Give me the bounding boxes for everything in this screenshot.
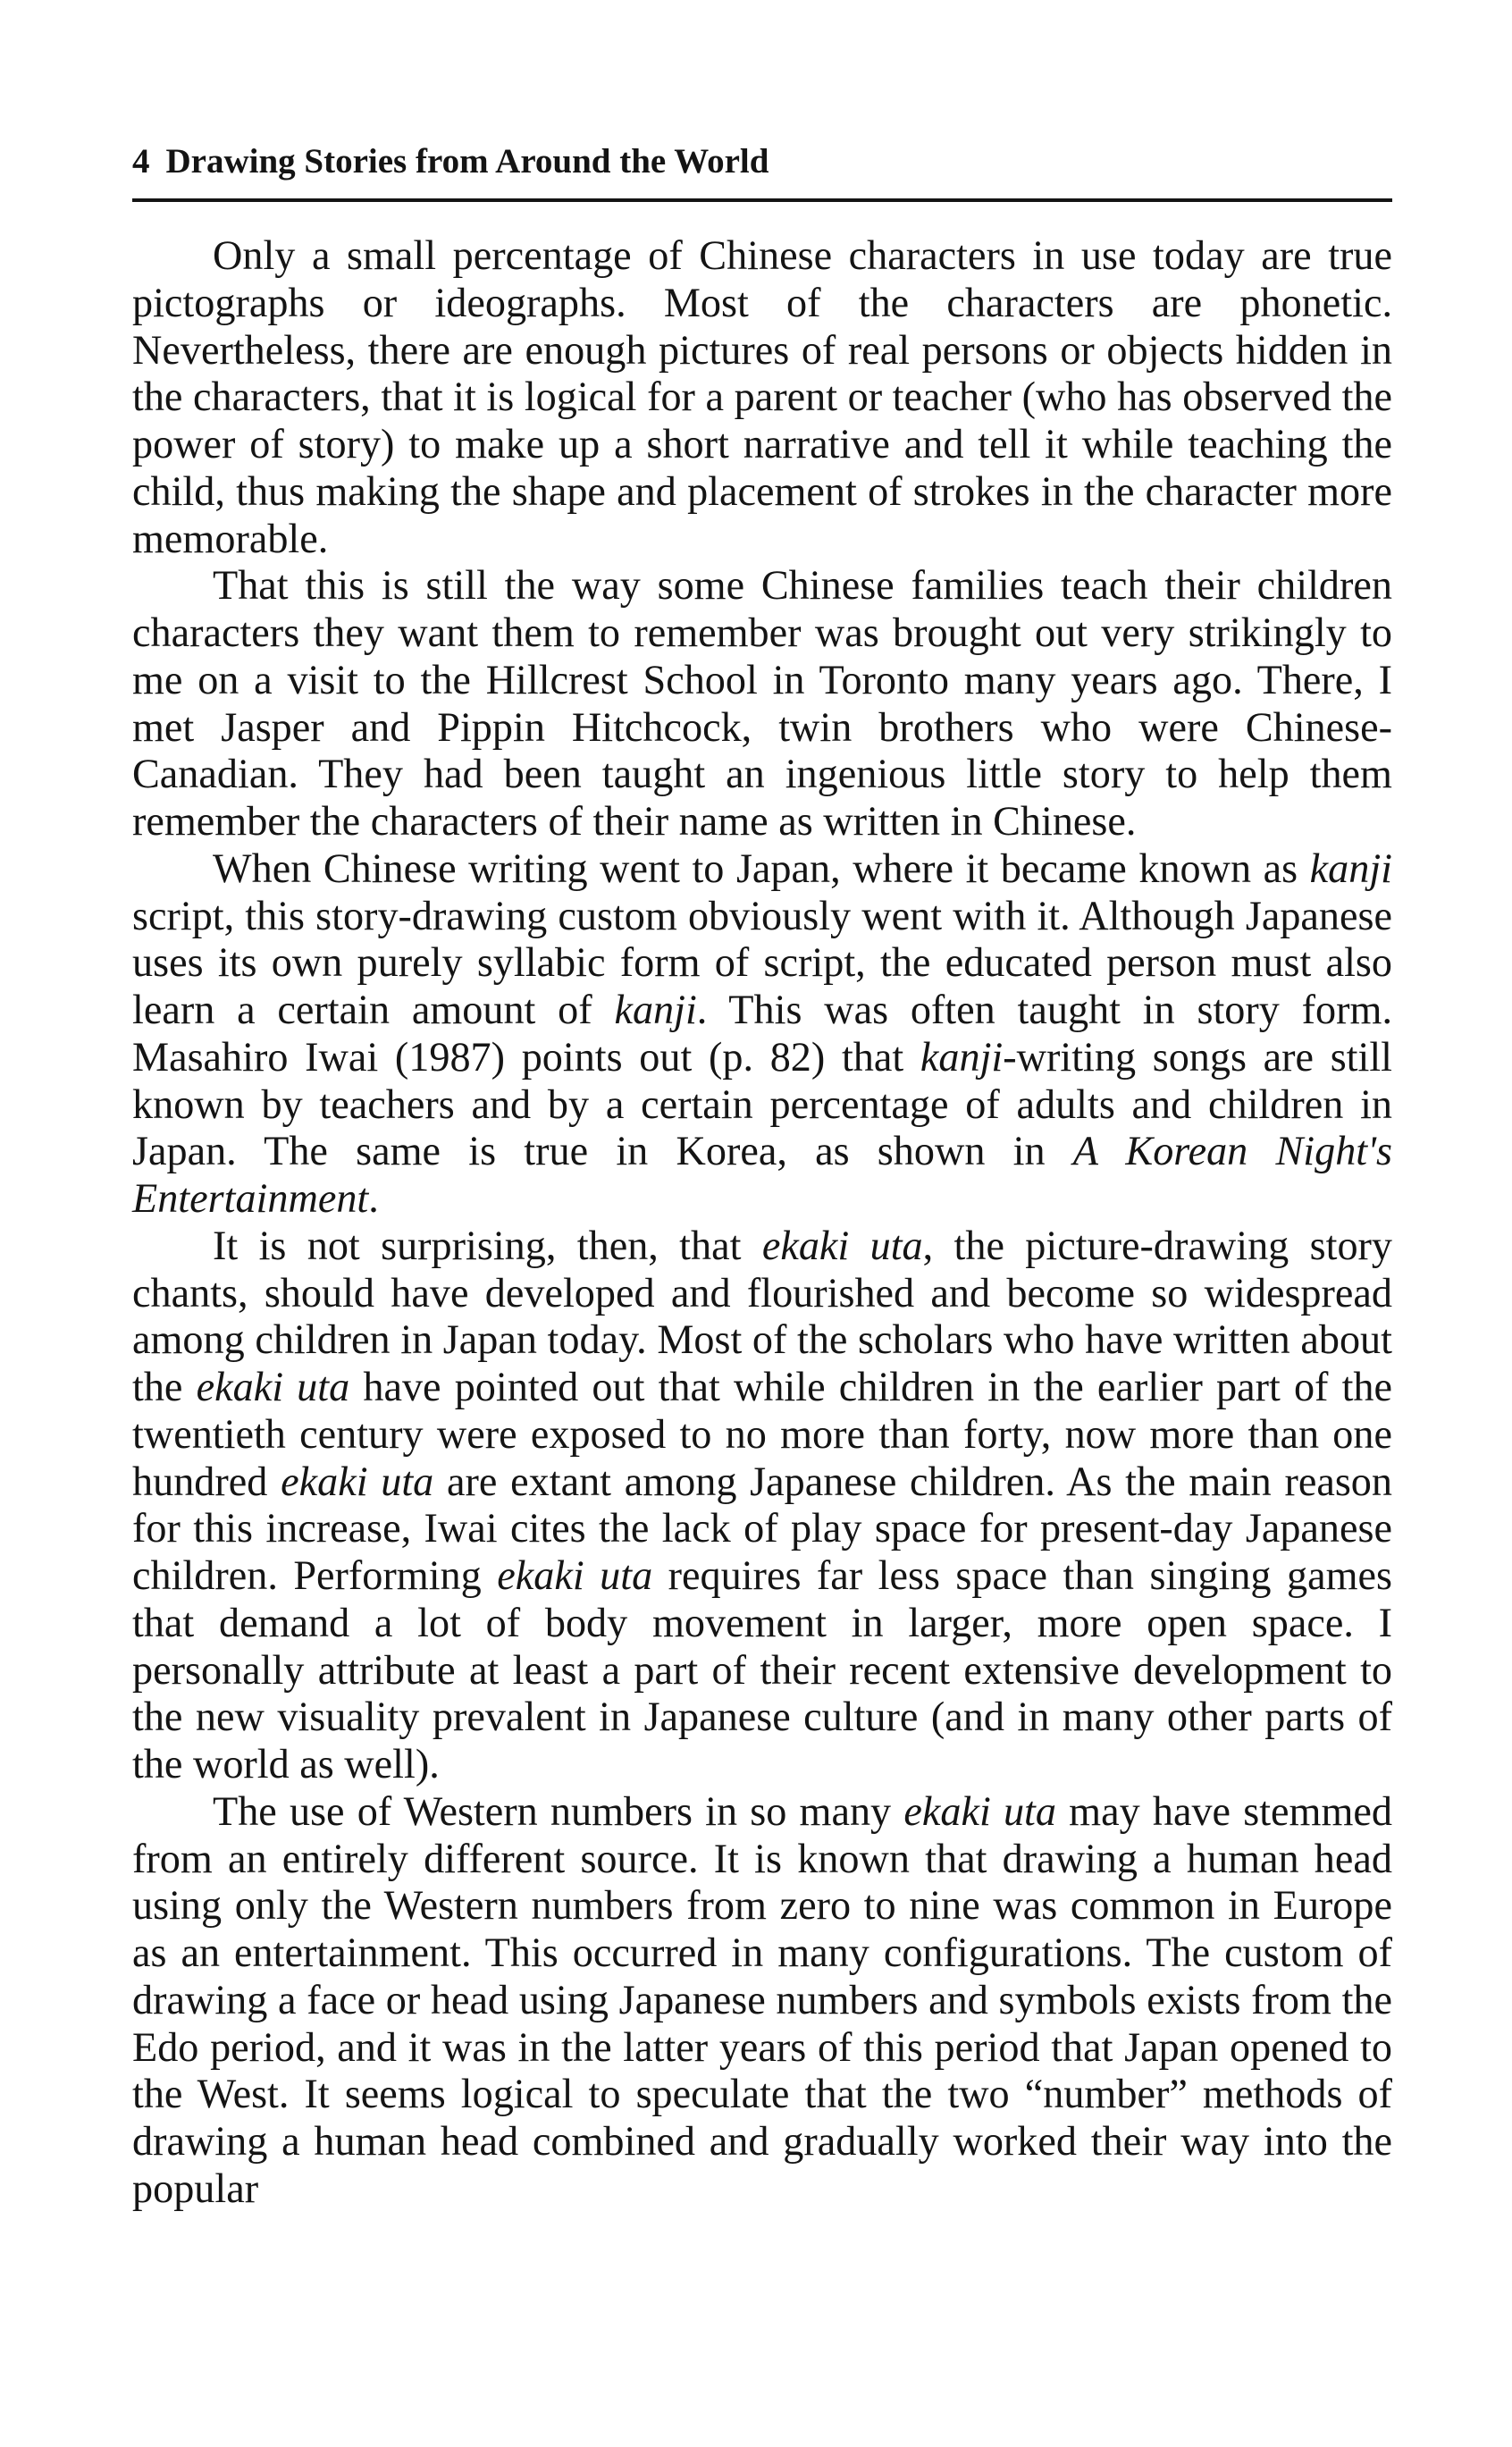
italic-run: ekaki uta — [497, 1552, 653, 1598]
italic-run: kanji — [1309, 845, 1392, 891]
italic-run: A Korean Night's Entertainment — [132, 1128, 1392, 1221]
body-text — [132, 232, 1392, 2213]
text-run: are extant among Japanese children. As the main reason for this increase, Iwai cites the lack of play space for present-day Japanese children. Performing — [132, 1458, 1392, 1598]
paragraph — [132, 1788, 1392, 2213]
text-run: script, this story-drawing custom obviously went with it. Although Japanese uses its own purely syllabic form of script, the educated person must also learn a certain amount of — [132, 892, 1392, 1032]
text-run: The use of Western numbers in so many — [213, 1787, 904, 1834]
italic-run: kanji — [920, 1033, 1004, 1080]
paragraph — [132, 845, 1392, 1223]
italic-run: ekaki uta — [196, 1364, 350, 1409]
running-title: Drawing Stories from Around the World — [165, 142, 769, 181]
paragraph — [132, 232, 1392, 562]
text-run: -writing songs are still known by teachers and by a certain percentage of adults and children in Japan. The same is true in Korea, as shown in — [132, 1033, 1393, 1174]
text-run: It is not surprising, then, that — [213, 1222, 762, 1268]
italic-run: ekaki uta — [281, 1458, 434, 1504]
text-run: . This was often taught in story form. Masahiro Iwai (1987) points out (p. 82) that — [132, 987, 1392, 1080]
italic-run: kanji — [614, 987, 697, 1032]
text-run: , the picture-drawing story chants, should have developed and flourished and become so widespread among children in Japan today. Most of the scholars who have written about the — [132, 1222, 1393, 1409]
page-number: 4 — [132, 142, 150, 181]
text-run: Only a small percentage of Chinese characters in use today are true pictographs or ideographs. Most of the characters are phonetic. Nevertheless, there are enough pictures of real persons or objects hidden in the characters, that it is logical for a parent or teacher (who has observed the power of story) to make up a short narrative and tell it while teaching the child, thus making the shape and placement of strokes in the character more memorable. — [132, 232, 1392, 561]
italic-run: ekaki uta — [903, 1787, 1056, 1834]
header-rule — [132, 198, 1392, 202]
text-run: . — [368, 1175, 379, 1221]
text-run: may have stemmed from an entirely different source. It is known that drawing a human head using only the Western numbers from zero to nine was common in Europe as an entertainment. This occurred in many configurations. The custom of drawing a face or head using Japanese numbers and symbols exists from the Edo period, and it was in the latter years of this period that Japan opened to the West. It seems logical to speculate that the two “number” methods of drawing a human head combined and gradually worked their way into the popular — [132, 1787, 1392, 2211]
text-run: That this is still the way some Chinese families teach their children characters they want them to remember was brought out very strikingly to me on a visit to the Hillcrest School in Toronto many years ago. There, I met Jasper and Pippin Hitchcock, twin brothers who were Chinese-Canadian. They had been taught an ingenious little story to help them remember the characters of their name as written in Chinese. — [132, 562, 1392, 844]
text-run: have pointed out that while children in the earlier part of the twentieth century were exposed to no more than forty, now more than one hundred — [132, 1364, 1392, 1504]
text-run: requires far less space than singing games that demand a lot of body movement in larger, more open space. I personally attribute at least a part of their recent extensive development to the new visuality prevalent in Japanese culture (and in many other parts of the world as well). — [132, 1552, 1392, 1787]
italic-run: ekaki uta — [761, 1222, 923, 1268]
running-head — [132, 141, 1392, 182]
paragraph — [132, 562, 1392, 845]
text-run: When Chinese writing went to Japan, where it became known as — [213, 845, 1310, 891]
paragraph — [132, 1223, 1392, 1788]
